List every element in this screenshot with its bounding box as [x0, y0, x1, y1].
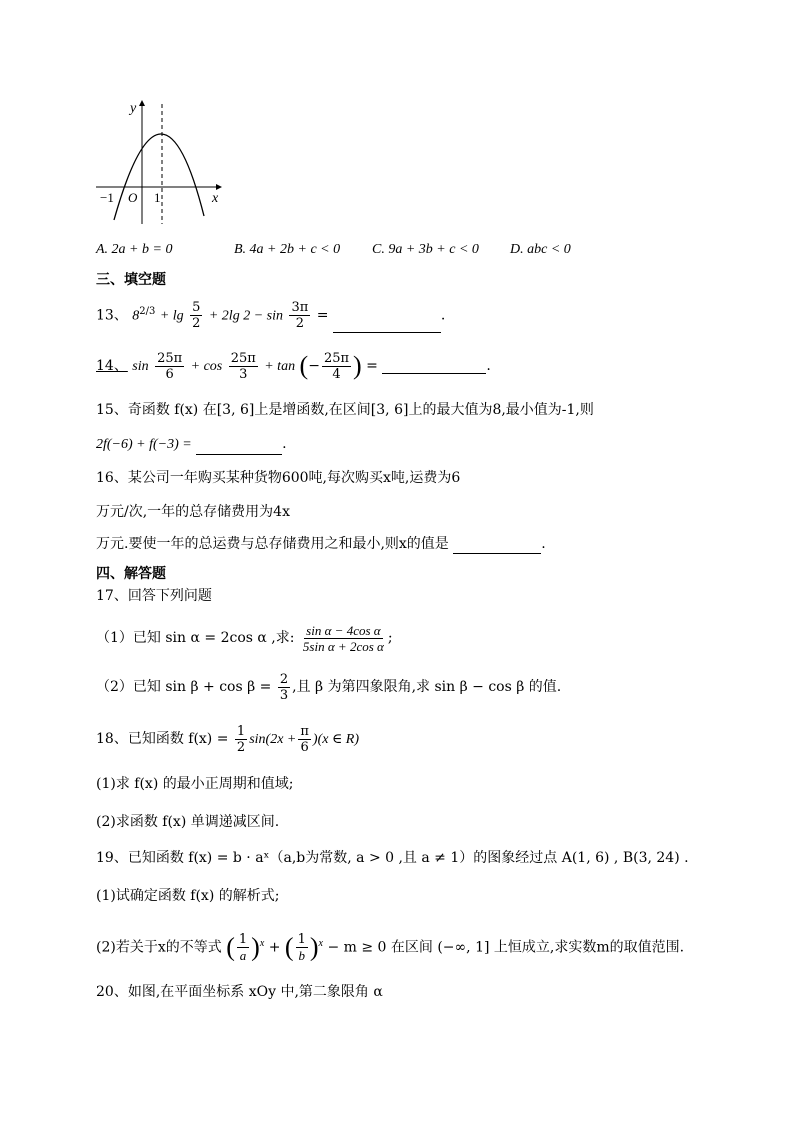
q17-title: 17、回答下列问题 [96, 588, 212, 604]
q15-period: . [282, 436, 287, 452]
q13-base: 8 [132, 308, 140, 324]
q13-number: 13、 [96, 307, 128, 324]
q14-number: 14、 [96, 358, 128, 374]
q19-fraction-1 [237, 932, 249, 963]
q14-f3-den: 4 [332, 366, 341, 382]
q14-left-paren: ( [299, 351, 309, 380]
neg-one-label: −1 [100, 190, 114, 205]
q17-p1-end: ; [387, 630, 393, 646]
y-axis-arrow [139, 100, 145, 106]
parabola-graph [92, 98, 226, 228]
q18-g-den: 6 [300, 739, 309, 755]
option-b: B. 4a + 2b + c < 0 [234, 242, 341, 257]
q19-p2-text-a: (2)若关于x的不等式 [96, 939, 222, 956]
q16-line-3 [96, 534, 546, 554]
q19-exp-2: x [318, 938, 323, 949]
q19-part-2 [96, 924, 684, 964]
q13-exponent: 2/3 [139, 306, 156, 317]
q14-fraction-1 [155, 351, 184, 382]
q19-exp-1: x [259, 938, 265, 949]
q19-paren-2-close: ) [309, 932, 319, 962]
q14-right-paren: ) [353, 351, 362, 380]
q17-p1-den: 5sin α + 2cos α [302, 638, 384, 654]
x-axis-arrow [216, 184, 222, 190]
q18-text-a: 18、已知函数 f(x) = [96, 731, 229, 747]
q19-plus: + [268, 939, 281, 956]
q13-mid: + 2lg 2 − sin [208, 308, 283, 324]
q18-fraction-1 [235, 724, 247, 755]
q13-lg: + lg [159, 308, 184, 324]
q14-f1-den: 6 [165, 366, 174, 382]
x-axis-label: x [212, 191, 219, 206]
q17-part-1 [96, 618, 393, 658]
q14-f2-num: 25π [230, 350, 256, 366]
q13-frac1-den: 2 [192, 316, 201, 332]
q19-part-1: (1)试确定函数 f(x) 的解析式; [96, 888, 280, 904]
q17-p2-text-a: （2）已知 sin β + cos β = [96, 679, 272, 695]
q19-title: 19、已知函数 f(x) = b · aˣ（a,b为常数, a > 0 ,且 a ≠ 1）的图象经过点 A(1, 6) , B(3, 24) . [96, 850, 689, 866]
q13-frac1-num: 5 [192, 300, 201, 316]
q16-period: . [541, 536, 546, 552]
question-13 [96, 296, 446, 332]
q13-fraction-2 [289, 300, 310, 331]
q13-equals: = [316, 307, 329, 324]
q17-p2-text-b: ,且 β 为第四象限角,求 sin β − cos β 的值. [292, 679, 562, 695]
origin-label: O [128, 190, 138, 205]
q19-p2-text-b: − m ≥ 0 在区间 (−∞, 1] 上恒成立,求实数m的取值范围. [327, 939, 685, 956]
q18-part-2: (2)求函数 f(x) 单调递减区间. [96, 814, 280, 830]
q15-line-1: 15、奇函数 f(x) 在[3, 6]上是增函数,在区间[3, 6]上的最大值为8,最小值为-1,则 [96, 402, 594, 418]
q18-text-b: sin(2x + [249, 732, 297, 747]
y-axis-label: y [130, 101, 137, 116]
q13-frac2-den: 2 [295, 316, 304, 332]
q17-p1-fraction [301, 623, 386, 654]
option-a: A. 2a + b = 0 [96, 242, 173, 257]
q20-title: 20、如图,在平面坐标系 xOy 中,第二象限角 α [96, 984, 383, 1000]
q14-fraction-3 [322, 351, 351, 382]
q18-f-num: 1 [236, 723, 246, 739]
q15-answer-blank[interactable] [196, 440, 282, 455]
q19-f2-den: b [298, 948, 305, 964]
q17-p1-num: sin α − 4cos α [306, 622, 381, 638]
q14-cos: + cos [190, 359, 223, 374]
question-14 [96, 346, 491, 386]
q18-f-den: 2 [236, 739, 246, 755]
option-c: C. 9a + 3b + c < 0 [372, 242, 479, 257]
q14-f3-num: 25π [323, 350, 350, 366]
q17-part-2 [96, 670, 561, 704]
q18-fraction-2 [298, 724, 311, 755]
q19-f2-num: 1 [297, 932, 306, 948]
q16-text: 万元.要使一年的总运费与总存储费用之和最小,则x的值是 [96, 536, 449, 552]
q16-line-2: 万元/次,一年的总存储费用为4x [96, 504, 290, 520]
q14-f1-num: 25π [157, 350, 183, 366]
section-3-heading: 三、填空题 [96, 272, 166, 288]
parabola-curve [114, 134, 204, 220]
q17-p1-text: （1）已知 sin α = 2cos α ,求: [96, 630, 295, 646]
q14-tan: + tan [264, 359, 296, 374]
q14-fraction-2 [229, 351, 258, 382]
q13-period: . [440, 307, 446, 324]
q19-f1-den: a [239, 948, 247, 964]
q14-period: . [486, 358, 491, 374]
q13-answer-blank[interactable] [333, 318, 441, 333]
q15-line-2 [96, 434, 287, 455]
q17-p2-fraction [278, 672, 290, 703]
q18-part-1: (1)求 f(x) 的最小正周期和值域; [96, 776, 294, 792]
q17-p2-den: 3 [279, 687, 289, 703]
q16-line-1: 16、某公司一年购买某种货物600吨,每次购买x吨,运费为6 [96, 470, 461, 486]
q14-minus: − [308, 358, 320, 374]
q15-expression: 2f(−6) + f(−3) = [96, 437, 192, 452]
q19-paren-1-open: ( [226, 932, 235, 962]
one-label: 1 [154, 190, 161, 205]
q17-p2-num: 2 [279, 671, 289, 687]
q16-answer-blank[interactable] [453, 539, 541, 554]
q14-f2-den: 3 [239, 366, 248, 382]
q13-fraction-1 [190, 300, 202, 331]
q19-paren-2-open: ( [284, 932, 294, 962]
q18-g-num: π [300, 723, 309, 739]
option-d: D. abc < 0 [510, 242, 571, 257]
q13-frac2-num: 3π [291, 300, 309, 316]
section-4-heading: 四、解答题 [96, 566, 166, 582]
q19-paren-1-close: ) [251, 932, 260, 962]
q14-equals: = [366, 358, 378, 374]
q18-title [96, 722, 359, 756]
q14-answer-blank[interactable] [382, 359, 486, 374]
q14-sin: sin [132, 359, 149, 374]
q19-f1-num: 1 [238, 932, 248, 948]
q19-fraction-2 [296, 932, 308, 963]
q18-text-c: )(x ∈ R) [312, 732, 360, 747]
